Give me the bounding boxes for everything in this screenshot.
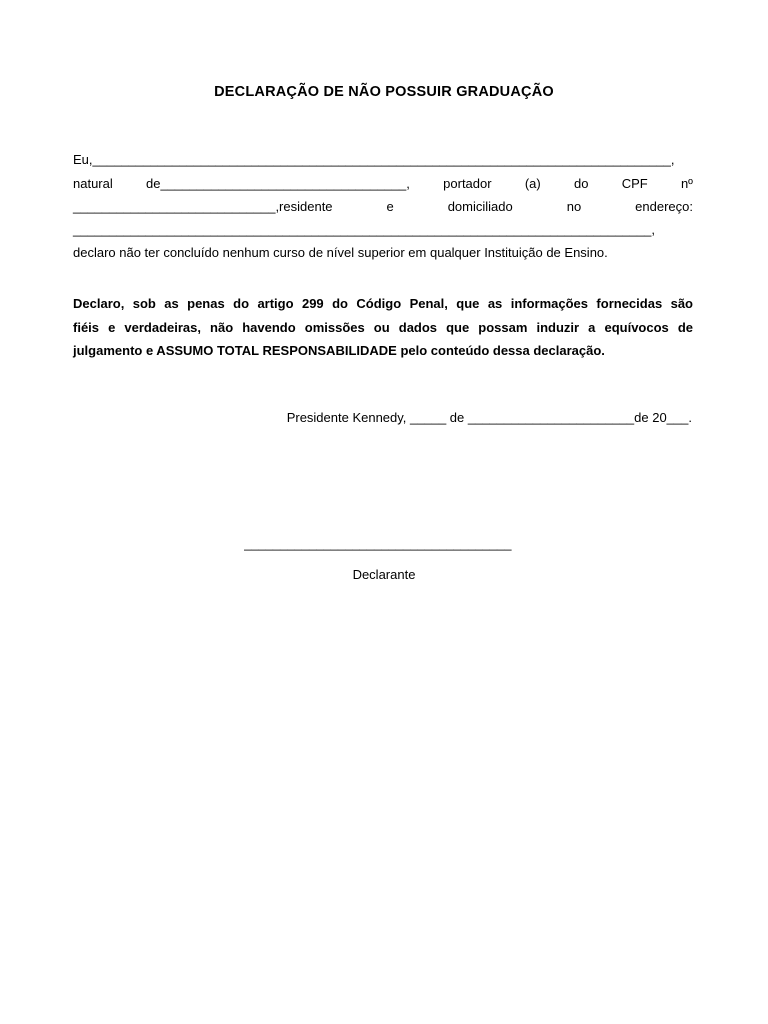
signature-line: _____________________________________: [244, 536, 512, 551]
word-cpf: CPF: [621, 176, 648, 191]
declaration-row: fiéis e verdadeiras, não havendo omissões ou dados que possam induzir a equívocos de: [73, 319, 693, 335]
word-no: nº: [680, 176, 693, 191]
place-date-line: Presidente Kennedy, _____ de _______________________de 20___.: [286, 410, 692, 425]
word-natural: natural: [73, 176, 113, 191]
word-e: e: [386, 199, 394, 214]
word-cpf-blank-residente: ____________________________,residente: [73, 199, 333, 214]
document-title: DECLARAÇÃO DE NÃO POSSUIR GRADUAÇÃO: [214, 84, 554, 100]
residence-line: [73, 199, 693, 215]
name-line: Eu,________________________________________________________________________________,: [73, 152, 675, 167]
declaration-paragraph: [73, 292, 693, 363]
signer-label: Declarante: [352, 567, 416, 582]
statement-line: declaro não ter concluído nenhum curso de nível superior em qualquer Instituição de Ensino.: [73, 245, 608, 260]
word-a: (a): [524, 176, 541, 191]
naturality-line: [73, 176, 693, 192]
word-portador: portador: [443, 176, 492, 191]
address-line: ________________________________________________________________________________,: [73, 222, 656, 237]
word-de-blank: de__________________________________,: [146, 176, 410, 191]
word-do: do: [573, 176, 589, 191]
word-domiciliado: domiciliado: [447, 199, 513, 214]
word-endereco: endereço:: [635, 199, 693, 214]
declaration-row: Declaro, sob as penas do artigo 299 do Código Penal, que as informações fornecidas são: [73, 296, 693, 311]
word-no-prep: no: [566, 199, 582, 214]
declaration-row: julgamento e ASSUMO TOTAL RESPONSABILIDADE pelo conteúdo dessa declaração.: [73, 343, 605, 358]
